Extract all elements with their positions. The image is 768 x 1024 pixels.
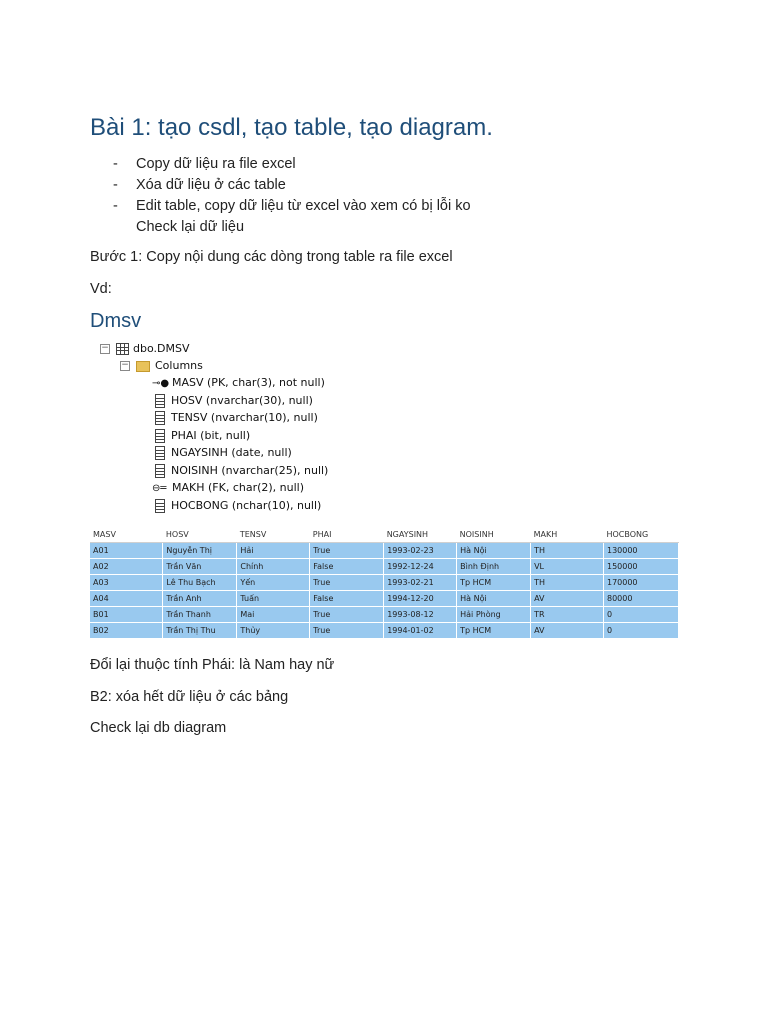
column-header[interactable]: MASV (90, 527, 163, 543)
table-row[interactable] (90, 575, 679, 591)
list-item-continuation: Check lại dữ liệu (136, 219, 245, 235)
cell[interactable]: Thủy (237, 623, 310, 639)
column-header[interactable]: TENSV (237, 527, 310, 543)
folder-icon (136, 361, 150, 372)
cell[interactable]: Tp HCM (457, 575, 531, 591)
cell[interactable]: 1993-02-23 (384, 543, 457, 559)
cell[interactable]: 1992-12-24 (384, 559, 457, 575)
column-label: PHAI (bit, null) (171, 429, 251, 442)
cell[interactable]: A02 (90, 559, 163, 575)
note-gender: Đổi lại thuộc tính Phái: là Nam hay nữ (90, 657, 335, 673)
page-title: Bài 1: tạo csdl, tạo table, tạo diagram. (90, 114, 493, 141)
note-diagram: Check lại db diagram (90, 720, 227, 736)
cell[interactable]: 130000 (603, 543, 678, 559)
cell[interactable]: Yến (237, 575, 310, 591)
foreign-key-icon: ⊖═ (152, 482, 167, 494)
collapse-icon[interactable]: − (121, 360, 129, 370)
cell[interactable]: True (310, 575, 384, 591)
column-icon (155, 411, 165, 425)
table-row[interactable] (90, 623, 679, 639)
cell[interactable]: 0 (603, 623, 678, 639)
column-label: NGAYSINH (date, null) (171, 446, 292, 459)
tree-column-item[interactable] (155, 392, 313, 409)
cell[interactable]: Mai (237, 607, 310, 623)
column-icon (155, 429, 165, 443)
cell[interactable]: Tp HCM (457, 623, 531, 639)
cell[interactable]: Trần Văn (163, 559, 237, 575)
cell[interactable]: Hải (237, 543, 310, 559)
column-label: HOSV (nvarchar(30), null) (171, 394, 313, 407)
table-row[interactable] (90, 543, 679, 559)
cell[interactable]: Chính (237, 559, 310, 575)
cell[interactable]: AV (531, 623, 604, 639)
tree-column-item[interactable] (155, 462, 328, 479)
cell[interactable]: A04 (90, 591, 163, 607)
table-row[interactable] (90, 591, 679, 607)
column-icon (155, 394, 165, 408)
column-label: NOISINH (nvarchar(25), null) (171, 464, 329, 477)
cell[interactable]: VL (531, 559, 604, 575)
folder-name: Columns (155, 359, 203, 372)
table-icon (116, 343, 129, 355)
cell[interactable]: Bình Định (457, 559, 531, 575)
cell[interactable]: 1993-08-12 (384, 607, 457, 623)
cell[interactable]: Tuấn (237, 591, 310, 607)
task-list (113, 154, 471, 238)
tree-node-columns[interactable] (120, 357, 203, 374)
table-name: dbo.DMSV (133, 342, 190, 355)
note-delete: B2: xóa hết dữ liệu ở các bảng (90, 689, 289, 705)
tree-column-item[interactable] (155, 444, 292, 461)
cell[interactable]: True (310, 623, 384, 639)
column-label: MAKH (FK, char(2), null) (172, 481, 305, 494)
column-header[interactable]: NGAYSINH (384, 527, 457, 543)
cell[interactable]: TH (531, 543, 604, 559)
list-item: - Copy dữ liệu ra file excel (113, 154, 471, 175)
table-row[interactable] (90, 607, 679, 623)
cell[interactable]: 1993-02-21 (384, 575, 457, 591)
cell[interactable]: True (310, 607, 384, 623)
cell[interactable]: 80000 (603, 591, 678, 607)
cell[interactable]: Lê Thu Bạch (163, 575, 237, 591)
cell[interactable]: B02 (90, 623, 163, 639)
list-item: - Xóa dữ liệu ở các table (113, 175, 471, 196)
cell[interactable]: AV (531, 591, 604, 607)
list-item: - Edit table, copy dữ liệu từ excel vào xem có bị lỗi ko (113, 196, 471, 217)
cell[interactable]: Trần Thị Thu (163, 623, 237, 639)
cell[interactable]: False (310, 559, 384, 575)
tree-node-table[interactable] (100, 340, 189, 357)
cell[interactable]: Hà Nội (457, 591, 531, 607)
cell[interactable]: 150000 (603, 559, 678, 575)
cell[interactable]: 170000 (603, 575, 678, 591)
key-icon: ⊸● (152, 377, 170, 389)
column-header[interactable]: HOCBONG (603, 527, 678, 543)
cell[interactable]: 1994-12-20 (384, 591, 457, 607)
cell[interactable]: False (310, 591, 384, 607)
cell[interactable]: 1994-01-02 (384, 623, 457, 639)
tree-column-item[interactable] (155, 427, 250, 444)
results-grid (90, 527, 679, 639)
cell[interactable]: B01 (90, 607, 163, 623)
cell[interactable]: 0 (603, 607, 678, 623)
section-heading: Dmsv (90, 310, 142, 332)
cell[interactable]: Hải Phòng (457, 607, 531, 623)
column-label: MASV (PK, char(3), not null) (172, 376, 325, 389)
column-header[interactable]: MAKH (531, 527, 604, 543)
column-label: TENSV (nvarchar(10), null) (171, 411, 318, 424)
cell[interactable]: Trần Thanh (163, 607, 237, 623)
column-label: HOCBONG (nchar(10), null) (171, 499, 322, 512)
tree-column-item[interactable] (152, 479, 304, 496)
table-row[interactable] (90, 559, 679, 575)
column-icon (155, 499, 165, 513)
tree-column-item[interactable] (155, 409, 318, 426)
cell[interactable]: TR (531, 607, 604, 623)
column-header[interactable]: PHAI (310, 527, 384, 543)
tree-column-item[interactable] (155, 497, 321, 514)
column-icon (155, 464, 165, 478)
example-label: Vd: (90, 281, 112, 297)
tree-column-item[interactable] (152, 374, 325, 391)
cell[interactable]: Trần Anh (163, 591, 237, 607)
cell[interactable]: TH (531, 575, 604, 591)
column-header[interactable]: NOISINH (457, 527, 531, 543)
collapse-icon[interactable]: − (101, 343, 109, 353)
cell[interactable]: True (310, 543, 384, 559)
cell[interactable]: Nguyễn Thị (163, 543, 237, 559)
column-header[interactable]: HOSV (163, 527, 237, 543)
cell[interactable]: A03 (90, 575, 163, 591)
column-icon (155, 446, 165, 460)
step1-text: Bước 1: Copy nội dung các dòng trong table ra file excel (90, 249, 453, 265)
cell[interactable]: Hà Nội (457, 543, 531, 559)
cell[interactable]: A01 (90, 543, 163, 559)
grid-header-row (90, 527, 679, 543)
